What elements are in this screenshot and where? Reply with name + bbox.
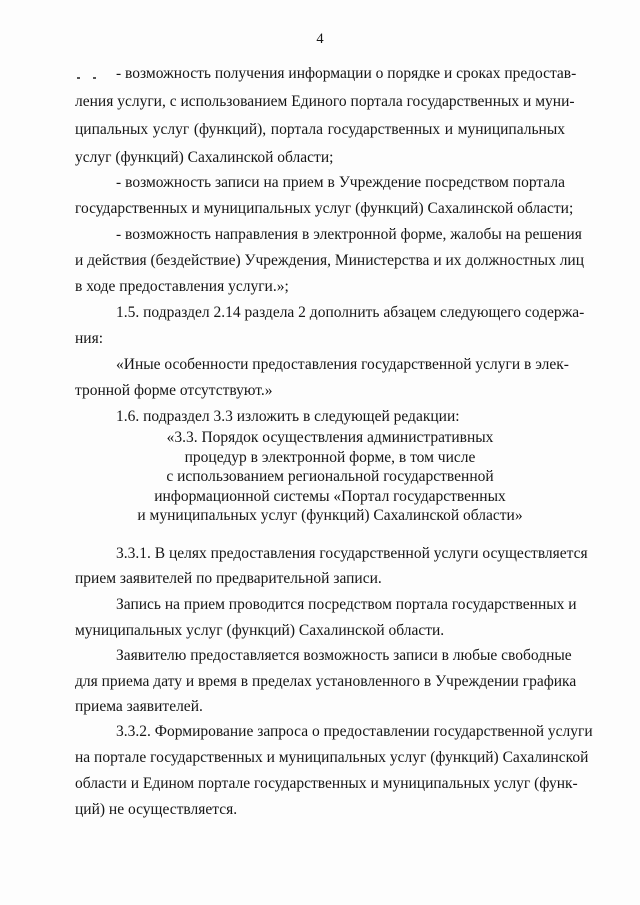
text-line: приема заявителей. — [75, 698, 203, 715]
text-line: в ходе предоставления услуги.»; — [75, 278, 289, 295]
text-line: прием заявителей по предварительной записи. — [75, 570, 382, 587]
text-line: - возможность записи на прием в Учреждение посредством портала — [116, 174, 565, 191]
text-line: области и Едином портале государственных и муниципальных услуг (функ- — [75, 775, 578, 792]
text-line: на портале государственных и муниципальных услуг (функций) Сахалинской — [75, 749, 589, 766]
text-line: ния: — [75, 330, 104, 347]
text-line: 1.5. подраздел 2.14 раздела 2 дополнить абзацем следующего содержа- — [116, 304, 585, 321]
text-line: Заявителю предоставляется возможность записи в любые свободные — [116, 647, 572, 664]
text-line: «Иные особенности предоставления государственной услуги в элек- — [116, 356, 569, 373]
text-line: и действия (бездействие) Учреждения, Министерства и их должностных лиц — [75, 252, 585, 269]
scan-speck — [93, 77, 96, 79]
text-line: - возможность получения информации о порядке и сроках предостав- — [116, 65, 577, 82]
text-line: ципальных услуг (функций), портала государственных и муниципальных — [75, 121, 565, 138]
page-number: 4 — [316, 31, 324, 47]
text-line: 1.6. подраздел 3.3 изложить в следующей редакции: — [116, 408, 460, 425]
text-line: - возможность направления в электронной форме, жалобы на решения — [116, 226, 582, 243]
section-heading-line: информационной системы «Портал государственных — [154, 488, 506, 505]
section-heading-line: и муниципальных услуг (функций) Сахалинской области» — [137, 507, 523, 524]
text-line: ций) не осуществляется. — [75, 801, 238, 818]
text-line: муниципальных услуг (функций) Сахалинской области. — [75, 622, 445, 639]
text-line: 3.3.1. В целях предоставления государственной услуги осуществляется — [116, 545, 588, 562]
section-heading-line: процедур в электронной форме, в том числе — [184, 449, 476, 466]
text-line: 3.3.2. Формирование запроса о предоставлении государственной услуги — [116, 723, 593, 740]
text-line: услуг (функций) Сахалинской области; — [75, 149, 334, 166]
text-line: государственных и муниципальных услуг (функций) Сахалинской области; — [75, 200, 574, 217]
scan-speck — [77, 77, 80, 79]
text-line: ления услуги, с использованием Единого портала государственных и муни- — [75, 93, 575, 110]
section-heading-line: «3.3. Порядок осуществления административных — [166, 429, 494, 446]
section-heading-line: с использованием региональной государственной — [166, 468, 494, 485]
text-line: Запись на прием проводится посредством портала государственных и — [116, 596, 577, 613]
text-line: тронной форме отсутствуют.» — [75, 382, 273, 399]
text-line: для приема дату и время в пределах установленного в Учреждении графика — [75, 673, 577, 690]
